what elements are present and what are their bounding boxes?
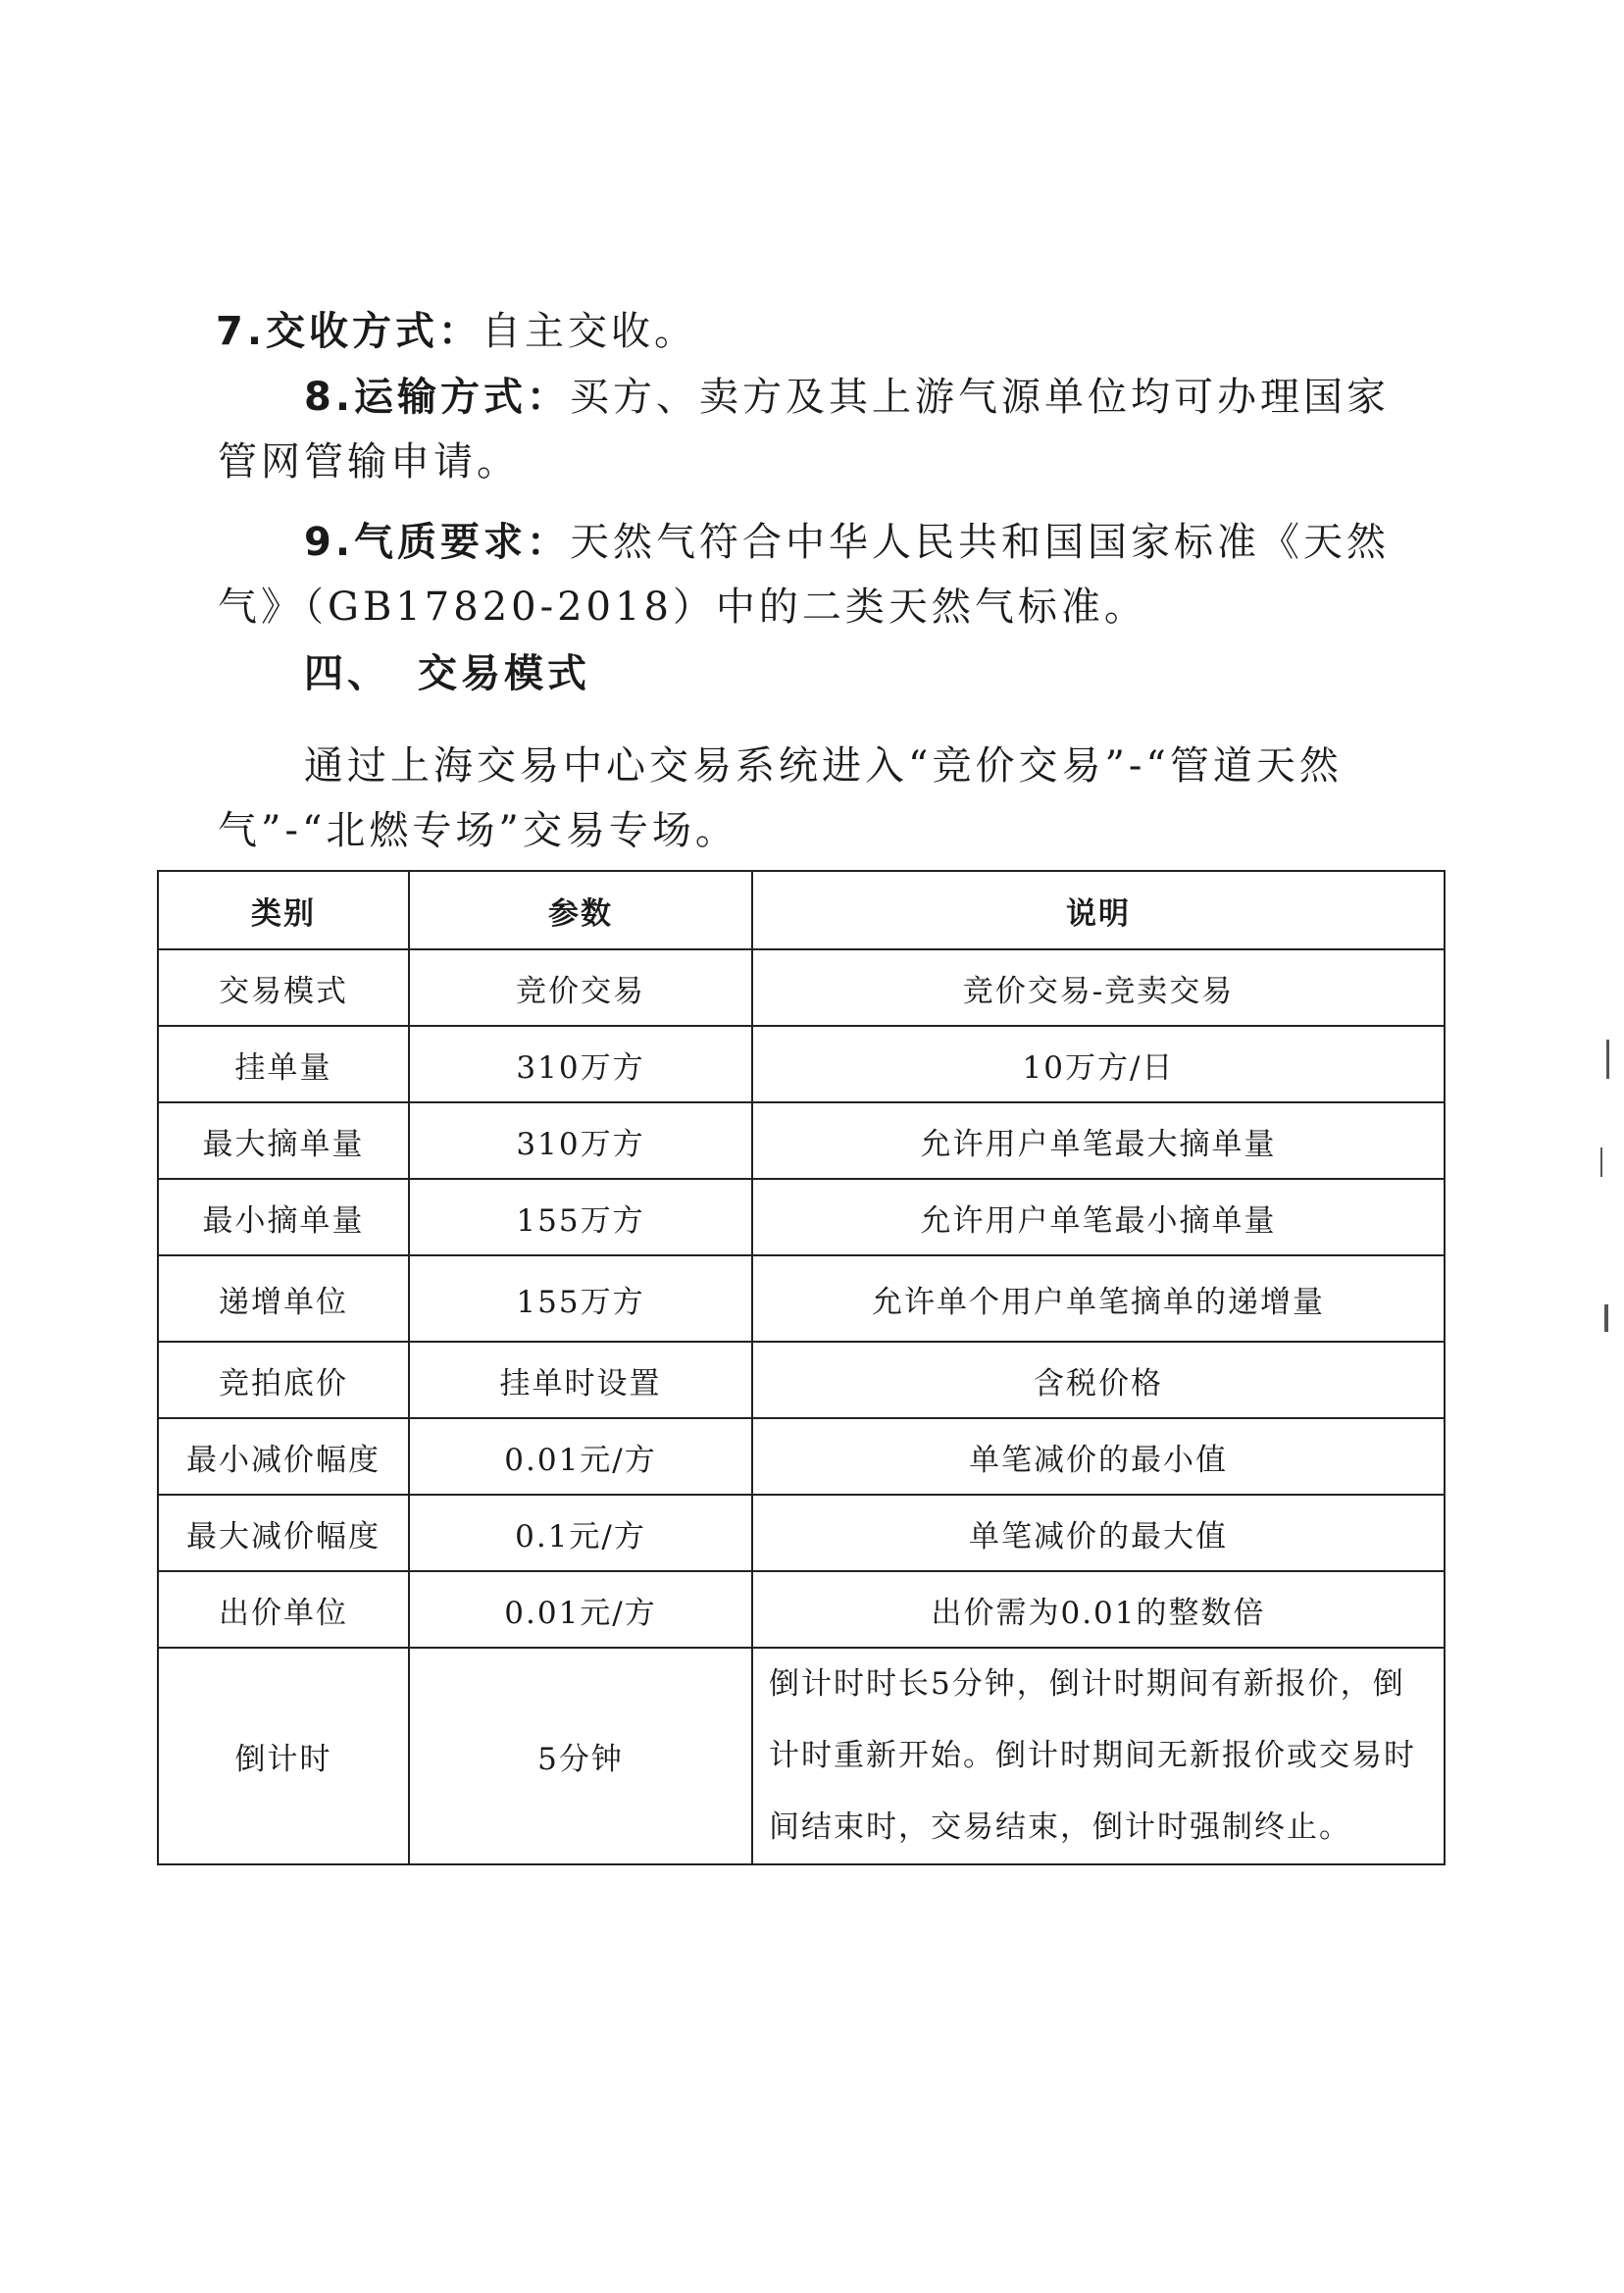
table-row: [158, 1418, 1445, 1495]
header-parameter: 参数: [409, 871, 752, 949]
item-7-paragraph: [216, 299, 1412, 364]
cell-description: 倒计时时长5分钟，倒计时期间有新报价，倒计时重新开始。倒计时期间无新报价或交易时间结束时，交易结束，倒计时强制终止。: [752, 1648, 1445, 1864]
table-row: [158, 1179, 1445, 1255]
header-description: 说明: [752, 871, 1445, 949]
cell-category: 挂单量: [158, 1026, 409, 1102]
cell-category: 最小减价幅度: [158, 1418, 409, 1495]
cell-parameter: 挂单时设置: [409, 1342, 752, 1418]
cell-description: 允许用户单笔最小摘单量: [752, 1179, 1445, 1255]
scan-artifact: [1606, 1040, 1609, 1079]
cell-parameter: 5分钟: [409, 1648, 752, 1864]
cell-parameter: 310万方: [409, 1102, 752, 1179]
cell-category: 出价单位: [158, 1571, 409, 1648]
table-header-row: [158, 871, 1445, 949]
cell-description: 单笔减价的最小值: [752, 1418, 1445, 1495]
header-category: 类别: [158, 871, 409, 949]
item-8-paragraph: [218, 365, 1414, 494]
cell-parameter: 155万方: [409, 1179, 752, 1255]
item-7-text: 自主交收。: [482, 309, 698, 354]
section-heading: [304, 642, 590, 698]
table-row: [158, 1495, 1445, 1571]
section-title: 交易模式: [418, 651, 590, 696]
cell-description: 竞价交易-竞卖交易: [752, 949, 1445, 1026]
item-8-text: 买方、卖方及其上游气源单位均可办理国家管网管输申请。: [218, 375, 1391, 484]
table-row: [158, 1342, 1445, 1418]
scan-artifact: [1600, 1147, 1602, 1177]
table-row: [158, 1648, 1445, 1864]
cell-category: 递增单位: [158, 1255, 409, 1342]
cell-category: 竞拍底价: [158, 1342, 409, 1418]
cell-parameter: 155万方: [409, 1255, 752, 1342]
item-9-paragraph: [218, 510, 1414, 639]
cell-description: 出价需为0.01的整数倍: [752, 1571, 1445, 1648]
cell-description: 单笔减价的最大值: [752, 1495, 1445, 1571]
cell-category: 最大减价幅度: [158, 1495, 409, 1571]
intro-paragraph: 通过上海交易中心交易系统进入“竞价交易”-“管道天然气”-“北燃专场”交易专场。: [218, 743, 1343, 853]
cell-category: 最大摘单量: [158, 1102, 409, 1179]
item-9-text: 天然气符合中华人民共和国国家标准《天然气》（GB17820-2018）中的二类天然气标准。: [218, 520, 1391, 630]
trading-parameters-table: [157, 870, 1446, 1865]
table-row: [158, 1026, 1445, 1102]
cell-description: 允许单个用户单笔摘单的递增量: [752, 1255, 1445, 1342]
cell-description: 含税价格: [752, 1342, 1445, 1418]
item-9-label: 9.气质要求：: [304, 520, 571, 565]
table-row: [158, 1102, 1445, 1179]
cell-parameter: 0.01元/方: [409, 1418, 752, 1495]
table-row: [158, 949, 1445, 1026]
cell-description: 10万方/日: [752, 1026, 1445, 1102]
section-number: 四、: [304, 651, 390, 696]
cell-parameter: 竞价交易: [409, 949, 752, 1026]
cell-category: 交易模式: [158, 949, 409, 1026]
cell-parameter: 310万方: [409, 1026, 752, 1102]
cell-parameter: 0.1元/方: [409, 1495, 752, 1571]
cell-description: 允许用户单笔最大摘单量: [752, 1102, 1445, 1179]
item-8-label: 8.运输方式：: [304, 375, 571, 420]
cell-category: 倒计时: [158, 1648, 409, 1864]
cell-category: 最小摘单量: [158, 1179, 409, 1255]
scan-artifact: [1604, 1304, 1608, 1332]
table-row: [158, 1571, 1445, 1648]
item-7-label: 7.交收方式：: [216, 309, 482, 354]
table-row: [158, 1255, 1445, 1342]
cell-parameter: 0.01元/方: [409, 1571, 752, 1648]
